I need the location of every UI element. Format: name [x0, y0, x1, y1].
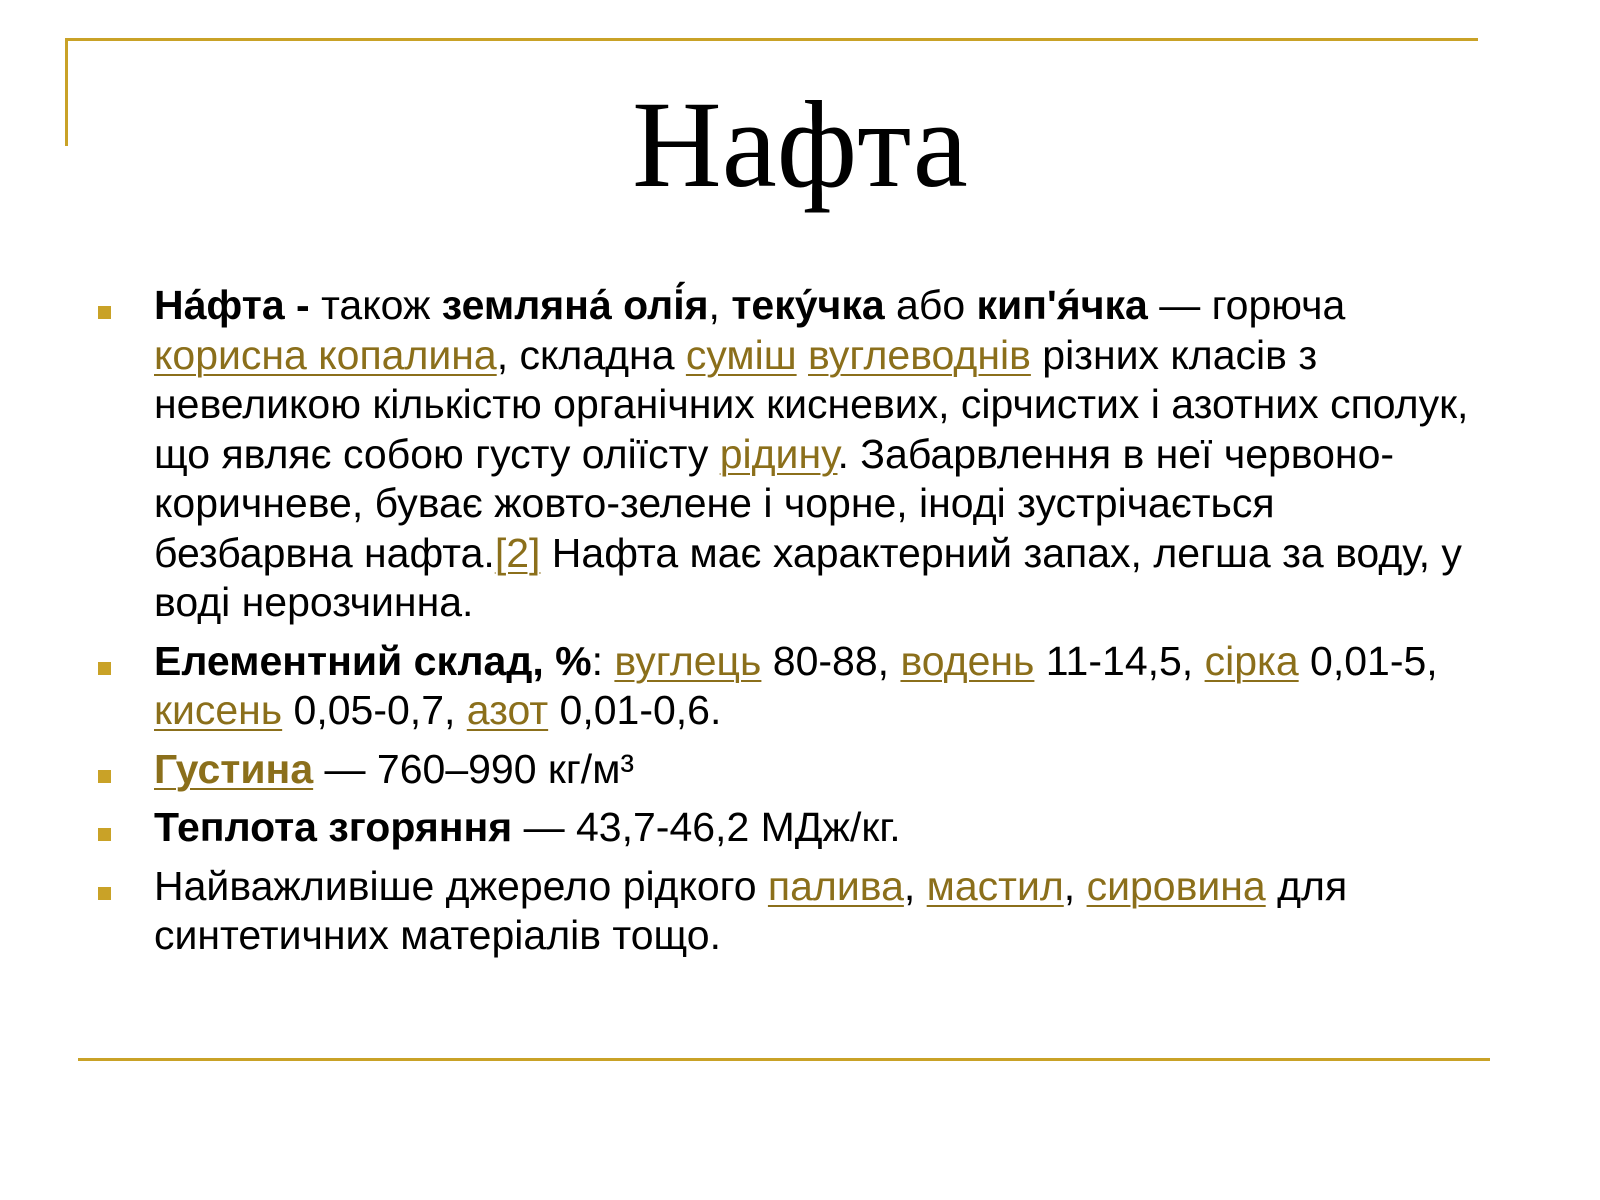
link-ridynu[interactable]: рідину	[719, 430, 838, 477]
slide-title: Нафта	[632, 76, 968, 213]
text: , складна	[496, 331, 686, 378]
text: — 760–990 кг/м³	[313, 745, 635, 792]
bullet-item-composition	[98, 637, 1478, 736]
square-bullet-icon	[98, 770, 111, 783]
frame-top-line	[67, 38, 1478, 41]
term-nafta: На́фта -	[154, 282, 322, 328]
bullet-item-heat	[98, 803, 1478, 853]
link-sirka[interactable]: сірка	[1204, 637, 1299, 684]
text: 0,01-0,6.	[548, 687, 722, 733]
link-sumish[interactable]: суміш	[685, 331, 797, 378]
term-zemliana-oliia: земляна́ олі́я	[441, 282, 709, 328]
frame-bottom-line	[78, 1058, 1490, 1061]
text: 0,05-0,7,	[282, 687, 467, 733]
link-korysna-kopalyna[interactable]: корисна копалина	[154, 331, 497, 378]
link-voden[interactable]: водень	[900, 637, 1035, 684]
text: або	[884, 282, 977, 328]
heat-label: Теплота згоряння	[154, 804, 513, 850]
text: ,	[903, 862, 927, 909]
text: Найважливіше джерело рідкого	[154, 862, 768, 909]
text: 0,01-5,	[1298, 637, 1438, 684]
link-footnote-2[interactable]: [2]	[494, 529, 541, 576]
link-palyva[interactable]: палива	[767, 862, 904, 909]
text: Нафта має характерний запах, легша за воду, у воді нерозчинна.	[154, 529, 1462, 625]
text	[797, 332, 808, 378]
text: ,	[1063, 862, 1087, 909]
square-bullet-icon	[98, 662, 111, 675]
text: також	[321, 282, 442, 328]
link-mastyl[interactable]: мастил	[926, 862, 1064, 909]
link-vuhlets[interactable]: вуглець	[614, 637, 762, 684]
bullet-item-uses	[98, 862, 1478, 961]
text: ,	[708, 282, 732, 328]
text: різних класів з невеликою кількістю органічних кисневих, сірчистих і азотних сполук, що являє собою густу оліїсту	[154, 331, 1469, 477]
text: 80-88,	[761, 637, 901, 684]
term-kipiachka: кип'я́чка	[976, 282, 1148, 328]
link-vuhlevodniv[interactable]: вуглеводнів	[808, 331, 1031, 378]
term-tekuchka: теку́чка	[731, 282, 885, 328]
text: для синтетичних матеріалів тощо.	[154, 862, 1348, 958]
square-bullet-icon	[98, 828, 111, 841]
bullet-item-density	[98, 745, 1478, 795]
link-hustyna[interactable]: Густина	[154, 745, 314, 792]
link-syrovyna[interactable]: сировина	[1086, 862, 1266, 909]
bullet-item-definition	[98, 281, 1478, 628]
text: . Забарвлення в неї червоно-коричневе, буває жовто-зелене і чорне, іноді зустрічається безбарвна нафта.	[154, 430, 1395, 576]
text: :	[591, 637, 615, 684]
text: — 43,7-46,2 МДж/кг.	[512, 804, 901, 850]
text: — горюча	[1147, 282, 1346, 328]
composition-label: Елементний склад, %	[154, 637, 592, 684]
text: 11-14,5,	[1034, 637, 1205, 684]
link-azot[interactable]: азот	[466, 687, 549, 733]
link-kysen[interactable]: кисень	[154, 687, 283, 733]
bullet-list	[98, 281, 1478, 970]
square-bullet-icon	[98, 887, 111, 900]
square-bullet-icon	[98, 306, 111, 319]
